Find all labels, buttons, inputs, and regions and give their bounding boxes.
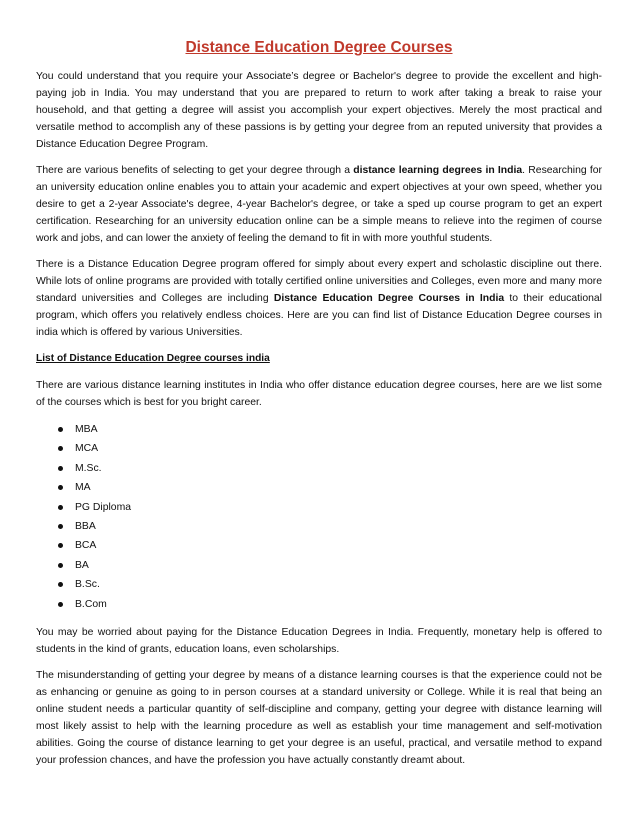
course-name: PG Diploma bbox=[75, 501, 132, 513]
page-title: Distance Education Degree Courses bbox=[185, 39, 453, 56]
paragraph-list-intro: There are various distance learning institutes in India who offer distance education degree courses, here are we list some of the courses which is best for you bright career. bbox=[36, 380, 602, 408]
list-item bbox=[58, 478, 602, 497]
list-item bbox=[58, 459, 602, 478]
paragraph-benefits-text-a: There are various benefits of selecting to get your degree through a bbox=[36, 165, 354, 176]
course-name: B.Com bbox=[75, 598, 107, 610]
bullet-icon bbox=[58, 543, 63, 548]
paragraph-programs-text-b: to their educational program, which offers you relatively endless choices. Here are you can find list of Distance Education Degree courses in india which is offered by various Universities. bbox=[36, 293, 602, 338]
list-item bbox=[58, 536, 602, 555]
list-item bbox=[58, 556, 602, 575]
course-name: MCA bbox=[75, 443, 99, 455]
course-name: B.Sc. bbox=[75, 579, 100, 591]
list-item bbox=[58, 439, 602, 458]
list-item bbox=[58, 595, 602, 614]
paragraph-benefits-text-b: . Researching for an university education online enables you to attain your academic and expert objectives at your own speed, whether you desire to get a 2-year Associate's degree, 4-year Bachelor's degree, or take a sped up course program to get an expert certification. Researching for an university education online can be a simple means to relieve into the regimen of course work and jobs, and can lower the anxiety of feeling the demand to fit in with more youthful students. bbox=[36, 165, 602, 244]
bullet-icon bbox=[58, 582, 63, 587]
bullet-icon bbox=[58, 505, 63, 510]
course-name: BBA bbox=[75, 521, 96, 533]
course-name: BCA bbox=[75, 540, 97, 552]
bullet-icon bbox=[58, 485, 63, 490]
paragraph-intro: You could understand that you require your Associate’s degree or Bachelor's degree to provide the excellent and high-paying job in India. You may understand that you are prepared to return to work after taking a break to raise your household, and that getting a degree will assist you accomplish your expert objectives. Merely the most practical and versatile method to accomplish any of these passions is by getting your degree from an reputed university that provides a Distance Education Degree Program. bbox=[36, 71, 602, 150]
bullet-icon bbox=[58, 427, 63, 432]
paragraph-programs bbox=[36, 256, 602, 341]
list-item bbox=[58, 517, 602, 536]
section-heading: List of Distance Education Degree courses india bbox=[36, 353, 270, 364]
paragraph-benefits bbox=[36, 162, 602, 247]
keyword-degree-courses: Distance Education Degree Courses in India bbox=[273, 293, 505, 304]
bullet-icon bbox=[58, 563, 63, 568]
list-item bbox=[58, 575, 602, 594]
bullet-icon bbox=[58, 466, 63, 471]
course-name: MA bbox=[75, 482, 91, 494]
bullet-icon bbox=[58, 602, 63, 607]
course-name: MBA bbox=[75, 424, 98, 435]
list-item bbox=[58, 420, 602, 439]
course-name: BA bbox=[75, 559, 89, 571]
paragraph-conclusion: The misunderstanding of getting your degree by means of a distance learning courses is that the experience could not be as enhancing or genuine as going to in person courses at a standard university or College. While it is real that being an online student needs a particular quantity of self-discipline and company, getting your degree with distance learning will most likely assist to help with the learning procedure as well as establish your time management and self-motivation abilities. Going the course of distance learning to get your degree is an useful, practical, and versatile method to expand your profession chances, and have the profession you have actually constantly dreamt about. bbox=[36, 670, 602, 767]
list-item bbox=[58, 498, 602, 517]
bullet-icon bbox=[58, 446, 63, 451]
keyword-distance-learning: distance learning degrees in India bbox=[353, 165, 523, 176]
course-name: M.Sc. bbox=[75, 462, 102, 474]
course-list bbox=[36, 420, 602, 614]
paragraph-programs-text-a: There is a Distance Education Degree program offered for simply about every expert and scholastic discipline out there. While lots of online programs are provided with totally certified online universities and Colleges, even more and many more standard universities and Colleges are including bbox=[36, 259, 602, 304]
bullet-icon bbox=[58, 524, 63, 529]
paragraph-financial-aid: You may be worried about paying for the Distance Education Degrees in India. Frequently, monetary help is offered to students in the kind of grants, education loans, even scholarships. bbox=[36, 627, 602, 656]
